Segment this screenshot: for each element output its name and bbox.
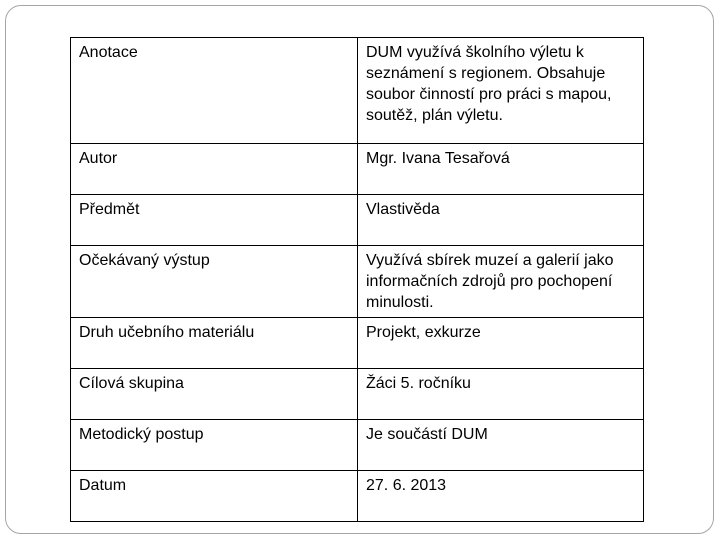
row-label: Datum bbox=[71, 471, 358, 522]
table-row-method bbox=[71, 420, 644, 471]
table-row-author bbox=[71, 144, 644, 195]
row-label: Anotace bbox=[71, 38, 358, 144]
row-value: Mgr. Ivana Tesařová bbox=[358, 144, 644, 195]
table-row-expected-outcome bbox=[71, 246, 644, 318]
row-value: Vlastivěda bbox=[358, 195, 644, 246]
row-label: Autor bbox=[71, 144, 358, 195]
row-value: 27. 6. 2013 bbox=[358, 471, 644, 522]
table-row-subject bbox=[71, 195, 644, 246]
row-label: Druh učebního materiálu bbox=[71, 318, 358, 369]
row-value: Projekt, exkurze bbox=[358, 318, 644, 369]
table-row-date bbox=[71, 471, 644, 522]
table-row-target-group bbox=[71, 369, 644, 420]
table-row-annotation bbox=[71, 38, 644, 144]
row-label: Očekávaný výstup bbox=[71, 246, 358, 318]
row-label: Cílová skupina bbox=[71, 369, 358, 420]
row-value: Žáci 5. ročníku bbox=[358, 369, 644, 420]
metadata-table bbox=[70, 37, 644, 522]
row-label: Metodický postup bbox=[71, 420, 358, 471]
row-value: DUM využívá školního výletu k seznámení s regionem. Obsahuje soubor činností pro práci s mapou, soutěž, plán výletu. bbox=[358, 38, 644, 144]
table-row-material-type bbox=[71, 318, 644, 369]
row-value: Je součástí DUM bbox=[358, 420, 644, 471]
row-value: Využívá sbírek muzeí a galerií jako informačních zdrojů pro pochopení minulosti. bbox=[358, 246, 644, 318]
row-label: Předmět bbox=[71, 195, 358, 246]
